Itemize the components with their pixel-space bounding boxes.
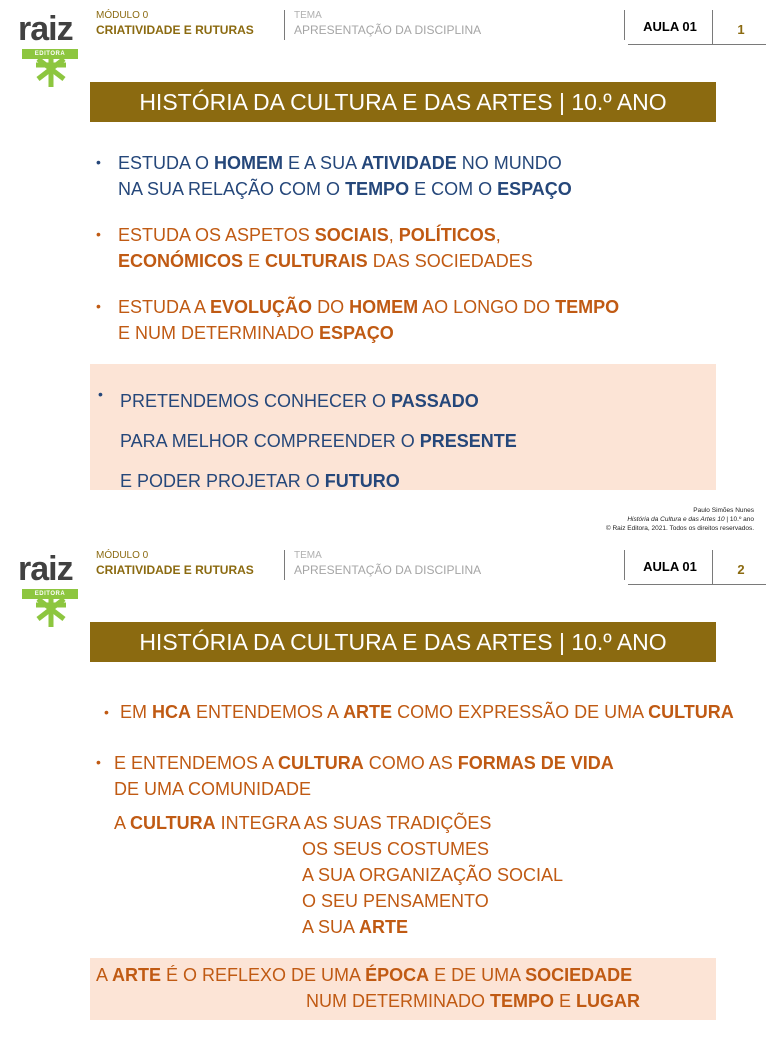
root-icon [34,597,68,627]
module-title: CRIATIVIDADE E RUTURAS [96,23,254,37]
lesson-label: AULA 01 [643,19,697,34]
art-statement-2: NUM DETERMINADO TEMPO E LUGAR [306,991,641,1011]
bullet-dot: • [104,704,109,720]
culture-line: A CULTURA INTEGRA AS SUAS TRADIÇÕES [114,813,492,833]
bullet-2: E ENTENDEMOS A CULTURA COMO AS FORMAS DE VIDA DE UMA COMUNIDADE [114,753,614,799]
module-title: CRIATIVIDADE E RUTURAS [96,563,254,577]
slide-2 [0,540,768,1052]
module-header [90,550,285,580]
module-header [90,10,285,40]
raiz-logo [14,552,86,622]
bullet-dot: • [96,754,101,770]
slide-number [716,10,766,44]
art-statement: A ARTE É O REFLEXO DE UMA ÉPOCA E DE UMA SOCIEDADE [96,965,633,985]
theme-title: APRESENTAÇÃO DA DISCIPLINA [294,563,482,577]
logo-word: raiz [18,550,73,588]
slide-title: HISTÓRIA DA CULTURA E DAS ARTES | 10.º ANO [90,82,716,122]
bullet-1: EM HCA ENTENDEMOS A ARTE COMO EXPRESSÃO DE UMA CULTURA [120,702,734,722]
bullet-dot: • [96,298,101,314]
logo-word: raiz [18,10,73,48]
bullet-1: ESTUDA O HOMEM E A SUA ATIVIDADE NO MUNDO NA SUA RELAÇÃO COM O TEMPO E COM O ESPAÇO [118,153,572,199]
bullet-dot: • [96,226,101,242]
slide-number [716,550,766,584]
logo-bar-text: EDITORA [34,51,66,57]
theme-label: TEMA [294,10,322,21]
theme-header [288,550,625,580]
lesson-header [628,10,713,44]
bullet-4: PRETENDEMOS CONHECER O PASSADO PARA MELHOR COMPREENDER O PRESENTE E PODER PROJETAR O FUTURO [120,391,517,491]
theme-header [288,10,625,40]
bullet-2: ESTUDA OS ASPETOS SOCIAIS, POLÍTICOS, ECONÓMICOS E CULTURAIS DAS SOCIEDADES [118,225,533,271]
logo-bar-text: EDITORA [34,591,66,597]
root-icon [34,57,68,87]
lesson-label: AULA 01 [643,559,697,574]
slide-number-value: 1 [737,22,745,37]
credits: Paulo Simões Nunes História da Cultura e das Artes 10 | 10.º ano © Raiz Editora, 2021. Todos os direitos reservados. [605,507,754,532]
header-divider [628,584,766,585]
bullet-dot: • [98,386,103,402]
bullet-3: ESTUDA A EVOLUÇÃO DO HOMEM AO LONGO DO TEMPO E NUM DETERMINADO ESPAÇO [118,297,620,343]
module-label: MÓDULO 0 [96,10,149,21]
lesson-header [628,550,713,584]
theme-title: APRESENTAÇÃO DA DISCIPLINA [294,23,482,37]
slide-number-value: 2 [737,562,745,577]
module-label: MÓDULO 0 [96,550,149,561]
raiz-logo [14,12,86,82]
header-divider [628,44,766,45]
theme-label: TEMA [294,550,322,561]
slide-title: HISTÓRIA DA CULTURA E DAS ARTES | 10.º ANO [90,622,716,662]
bullet-dot: • [96,154,101,170]
culture-list: OS SEUS COSTUMES A SUA ORGANIZAÇÃO SOCIAL O SEU PENSAMENTO A SUA ARTE [302,839,564,937]
